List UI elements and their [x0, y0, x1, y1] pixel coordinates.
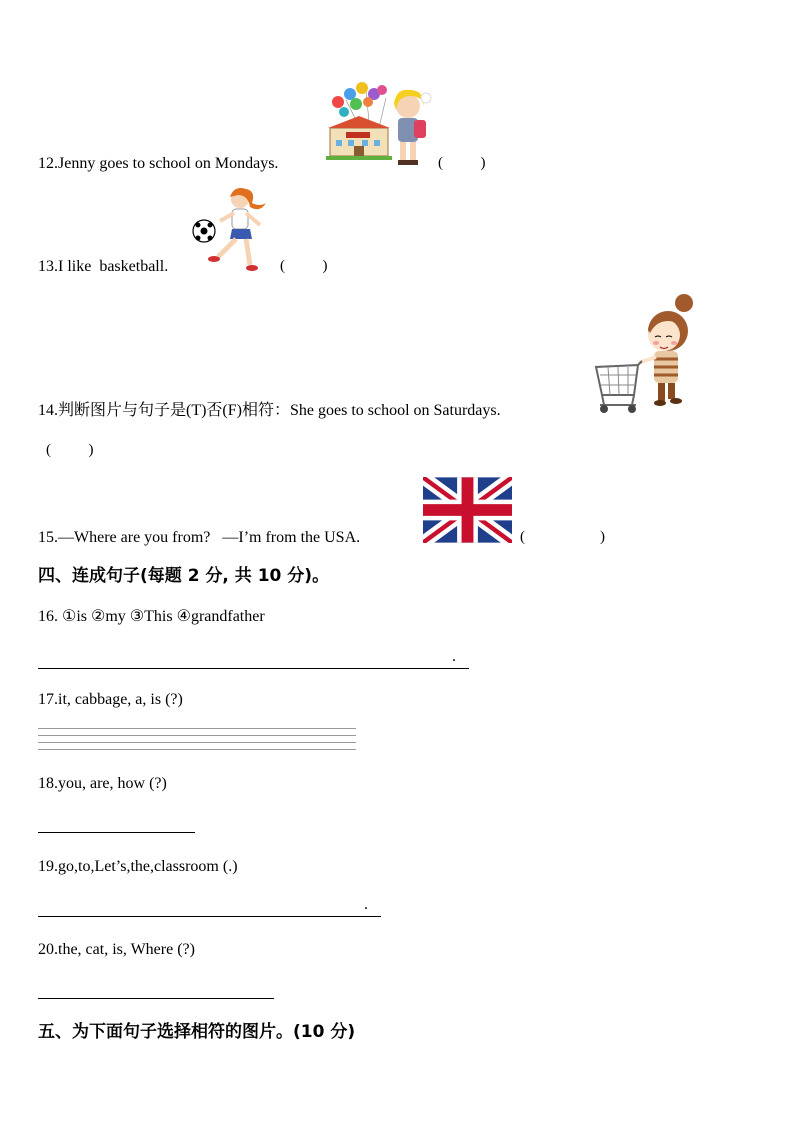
union-jack-flag-icon: [423, 477, 512, 543]
girl-school-balloons-icon: [326, 80, 432, 170]
question-17-text: 17.it, cabbage, a, is (?): [38, 691, 183, 708]
answer-paren-15[interactable]: ( ): [520, 529, 605, 545]
answer-paren-13[interactable]: ( ): [280, 258, 328, 274]
girl-shopping-cart-icon: [592, 293, 700, 415]
girl-kicking-soccer-ball-icon: [190, 185, 272, 275]
section-4-heading: 四、连成句子(每题 2 分, 共 10 分)。: [38, 566, 330, 586]
section-5-heading: 五、为下面句子选择相符的图片。(10 分): [38, 1022, 356, 1042]
question-20-text: 20.the, cat, is, Where (?): [38, 941, 195, 958]
question-18-text: 18.you, are, how (?): [38, 775, 167, 792]
answer-line-20[interactable]: [38, 998, 274, 999]
question-15-text: 15.—Where are you from? —I’m from the USA.: [38, 529, 361, 546]
question-19-text: 19.go,to,Let’s,the,classroom (.): [38, 858, 238, 875]
answer-paren-14[interactable]: ( ): [46, 442, 94, 458]
answer-line-19[interactable]: [38, 916, 381, 917]
four-line-writing-grid[interactable]: [38, 728, 356, 756]
question-16-text: 16. ①is ②my ③This ④grandfather: [38, 608, 265, 625]
question-12-text: 12.Jenny goes to school on Mondays.: [38, 155, 279, 172]
question-14-text: 14.判断图片与句子是(T)否(F)相符：She goes to school on Saturdays.: [38, 402, 501, 419]
answer-line-16[interactable]: [38, 668, 469, 669]
answer-period-19: .: [364, 896, 368, 913]
answer-period-16: .: [452, 648, 456, 665]
answer-paren-12[interactable]: ( ): [438, 155, 486, 171]
question-13-text: 13.I like basketball.: [38, 258, 169, 275]
answer-line-18[interactable]: [38, 832, 195, 833]
